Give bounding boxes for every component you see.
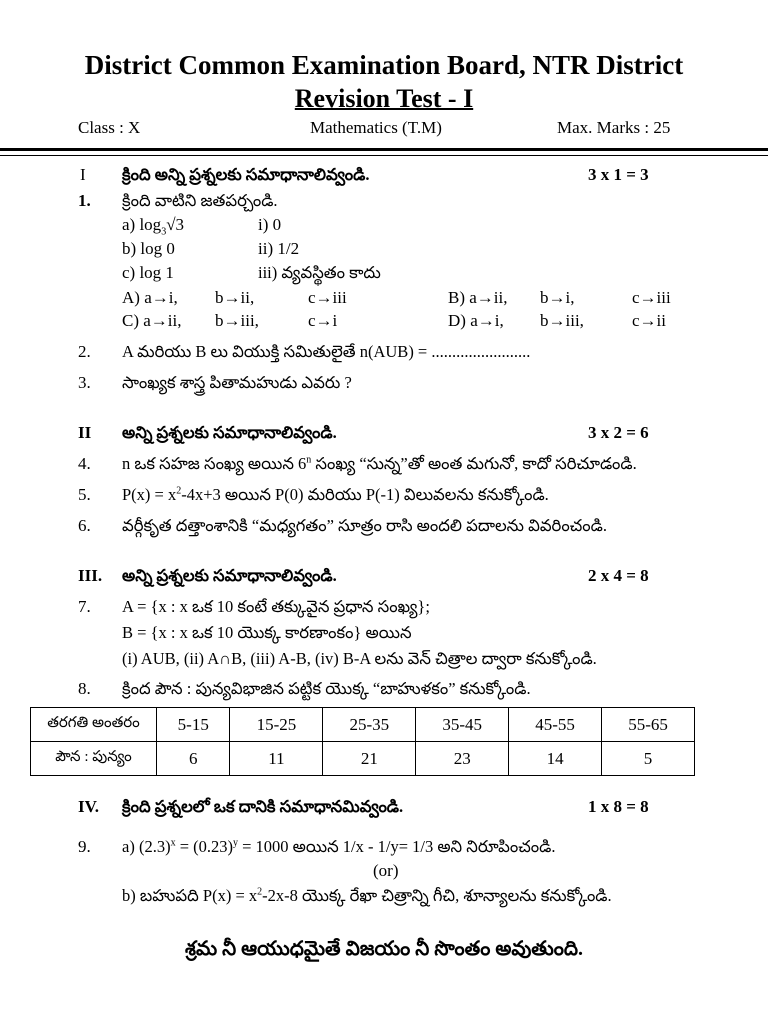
q4-text: n ఒక సహజ సంఖ్య అయిన 6$^n$ సంఖ్య “సున్న”తో అంత మగునో, కాదో సరిచూడండి. — [122, 454, 637, 473]
q8-text: క్రింద పౌన : పున్యవిభాజిన పట్టిక యొక్క “బాహుళకం” కనుక్కోండి. — [122, 679, 531, 698]
q1-option-a2: b→ii, — [215, 288, 255, 307]
section-4-instruction: క్రింది ప్రశ్నలలో ఒక దానికి సమాధానమివ్వండి. — [122, 797, 404, 816]
q3-number: 3. — [78, 373, 91, 392]
subject-label: Mathematics (T.M) — [310, 118, 442, 137]
table-cell: 25-35 — [323, 708, 416, 742]
q1-option-b3: c→iii — [632, 288, 671, 307]
table-cell: 5 — [602, 742, 695, 776]
q1-item-c: c) log 1 — [122, 263, 174, 282]
q1-item-ii: ii) 1/2 — [258, 239, 300, 258]
row-label-class-interval: తరగతి అంతరం — [31, 708, 157, 742]
q5-text: $P(x) = x^2-4x+3$ అయిన P(0) మరియు P(-1) విలువలను కనుక్కోండి. — [122, 485, 549, 504]
table-cell: 55-65 — [602, 708, 695, 742]
q3-text: సాంఖ్యక శాస్త్ర పితామహుడు ఎవరు ? — [122, 373, 352, 392]
frequency-table — [30, 707, 695, 776]
q1-option-d3: c→ii — [632, 311, 666, 330]
class-label: Class : X — [78, 118, 141, 137]
q6-number: 6. — [78, 516, 91, 535]
section-2-instruction: అన్ని ప్రశ్నలకు సమాధానాలివ్వండి. — [122, 423, 337, 442]
q1-option-b2: b→i, — [540, 288, 575, 307]
q7-line-1: A = {x : x ఒక 10 కంటే తక్కువైన ప్రధాన సంఖ్య}; — [122, 597, 430, 616]
q9-part-b: b) బహుపది $P(x) = x^2-2x-8$ యొక్క రేఖా చిత్రాన్ని గీచి, శూన్యాలను కనుక్కోండి. — [122, 886, 612, 905]
section-1-marks: 3 x 1 = 3 — [588, 165, 649, 184]
section-4-marks: 1 x 8 = 8 — [588, 797, 649, 816]
q1-item-a: a) $\log_3√3$ — [122, 215, 185, 238]
table-cell: 21 — [323, 742, 416, 776]
row-label-frequency: పౌన : పున్యం — [31, 742, 157, 776]
q1-option-c2: b→iii, — [215, 311, 259, 330]
table-cell: 35-45 — [416, 708, 509, 742]
section-3-number: III. — [78, 566, 103, 585]
table-row — [31, 708, 695, 742]
footer-motto: శ్రమ నీ ఆయుధమైతే విజయం నీ సొంతం అవుతుంది. — [184, 938, 584, 960]
q9-or: (or) — [373, 861, 399, 880]
q5-number: 5. — [78, 485, 91, 504]
q1-option-a1: A) a→i, — [122, 288, 178, 307]
q1-item-i: i) 0 — [258, 215, 282, 234]
q7-line-3: (i) AUB, (ii) A∩B, (iii) A-B, (iv) B-A లను వెన్ చిత్రాల ద్వారా కనుక్కోండి. — [122, 649, 597, 668]
q1-number: 1. — [78, 191, 91, 210]
section-1-number: I — [80, 165, 86, 184]
table-cell: 45-55 — [509, 708, 602, 742]
table-cell: 14 — [509, 742, 602, 776]
table-cell: 6 — [157, 742, 230, 776]
table-cell: 23 — [416, 742, 509, 776]
test-title: Revision Test - I — [294, 84, 474, 113]
q1-item-iii: iii) వ్యవస్థితం కాదు — [258, 263, 381, 282]
q1-item-b: b) log 0 — [122, 239, 175, 258]
q1-text: క్రింది వాటిని జతపర్చండి. — [122, 191, 278, 210]
q4-number: 4. — [78, 454, 91, 473]
q7-line-2: B = {x : x ఒక 10 యొక్క కారణాంకం} అయిన — [122, 623, 412, 642]
section-3-marks: 2 x 4 = 8 — [588, 566, 649, 585]
section-4-number: IV. — [78, 797, 99, 816]
section-2-number: II — [78, 423, 92, 442]
q8-number: 8. — [78, 679, 91, 698]
section-3-instruction: అన్ని ప్రశ్నలకు సమాధానాలివ్వండి. — [122, 566, 337, 585]
q1-option-a3: c→iii — [308, 288, 347, 307]
q2-text: A మరియు B లు వియుక్తి సమితులైతే n(AUB) = ........................ — [122, 342, 531, 361]
header-rule-thick — [0, 148, 768, 151]
q1-option-d2: b→iii, — [540, 311, 584, 330]
table-row — [31, 742, 695, 776]
board-title: District Common Examination Board, NTR District — [84, 50, 684, 80]
q1-option-c3: c→i — [308, 311, 338, 330]
q9-part-a: a) $(2.3)^x = (0.23)^y = 1000$ అయిన 1/x - 1/y= 1/3 అని నిరూపించండి. — [122, 837, 556, 856]
q1-option-b1: B) a→ii, — [448, 288, 508, 307]
q9-number: 9. — [78, 837, 91, 856]
q2-number: 2. — [78, 342, 91, 361]
max-marks: Max. Marks : 25 — [557, 118, 671, 137]
section-2-marks: 3 x 2 = 6 — [588, 423, 649, 442]
table-cell: 11 — [230, 742, 323, 776]
q7-number: 7. — [78, 597, 91, 616]
q1-option-c1: C) a→ii, — [122, 311, 182, 330]
q6-text: వర్గీకృత దత్తాంశానికి “మధ్యగతం” సూత్రం రాసి అందలి పదాలను వివరించండి. — [122, 516, 607, 535]
section-1-instruction: క్రింది అన్ని ప్రశ్నలకు సమాధానాలివ్వండి. — [122, 165, 370, 184]
q1-option-d1: D) a→i, — [448, 311, 504, 330]
table-cell: 15-25 — [230, 708, 323, 742]
table-cell: 5-15 — [157, 708, 230, 742]
header-rule-thin — [0, 155, 768, 156]
